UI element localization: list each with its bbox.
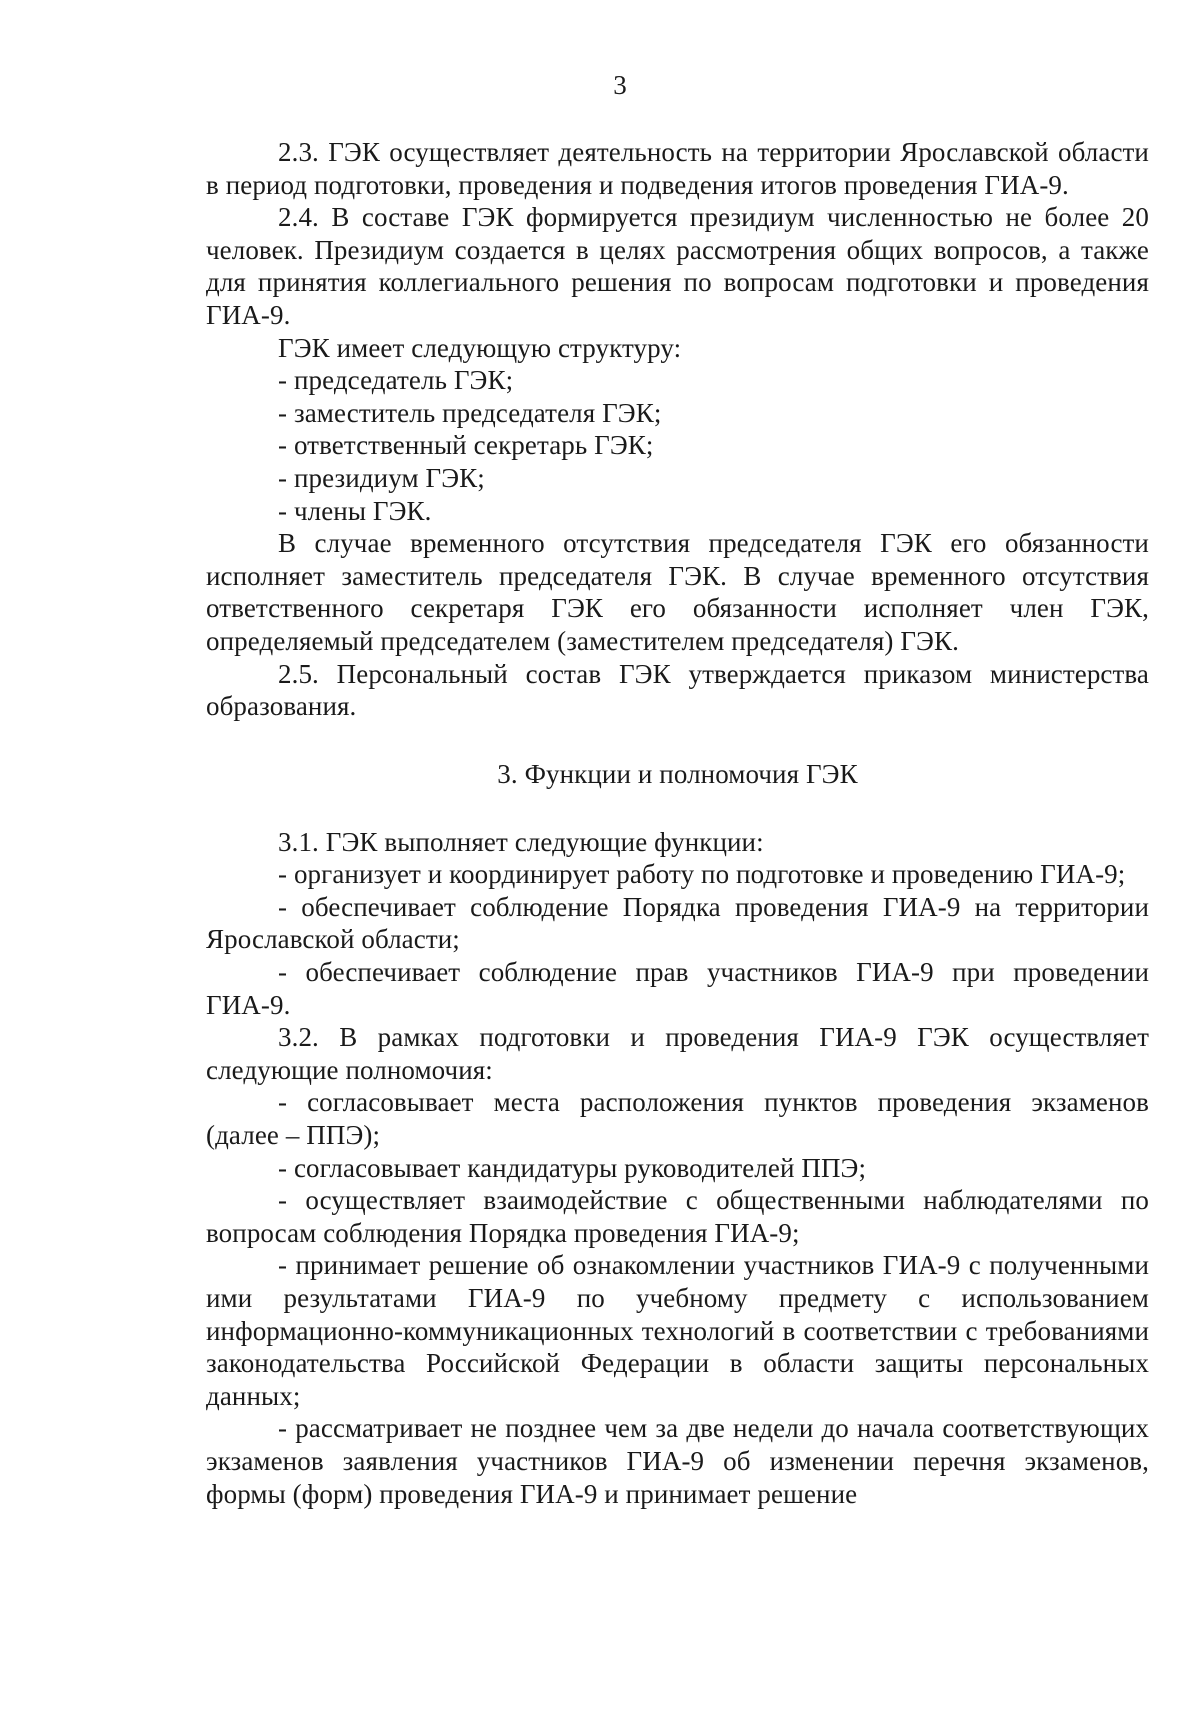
authority-item: - принимает решение об ознакомлении участников ГИА-9 с полученными ими результатами ГИА-9 по учебному предмету с использованием информационно-коммуникационных технологий в соответствии с требованиями законодательства Российской Федерации в области защиты персональных данных; — [206, 1250, 1149, 1411]
structure-item-members: - члены ГЭК. — [278, 495, 432, 526]
paragraph-2-4: 2.4. В составе ГЭК формируется президиум численностью не более 20 человек. Президиум создается в целях рассмотрения общих вопросов, а также для принятия коллегиального решения по вопросам подготовки и проведения ГИА-9. — [206, 202, 1149, 330]
section-3-heading: 3. Функции и полномочия ГЭК — [497, 758, 858, 789]
structure-intro: ГЭК имеет следующую структуру: — [278, 332, 682, 363]
structure-item-presidium: - президиум ГЭК; — [278, 462, 485, 493]
structure-item-secretary: - ответственный секретарь ГЭК; — [278, 430, 654, 461]
authority-item: - осуществляет взаимодействие с общественными наблюдателями по вопросам соблюдения Порядка проведения ГИА-9; — [206, 1185, 1149, 1248]
authority-item: - согласовывает места расположения пунктов проведения экзаменов (далее – ППЭ); — [206, 1087, 1149, 1151]
structure-item-deputy: - заместитель председателя ГЭК; — [278, 397, 662, 428]
paragraph-2-3: 2.3. ГЭК осуществляет деятельность на территории Ярославской области в период подготовки, проведения и подведения итогов проведения ГИА-9. — [206, 137, 1149, 200]
paragraph-3-2: 3.2. В рамках подготовки и проведения ГИА-9 ГЭК осуществляет следующие полномочия: — [206, 1022, 1149, 1085]
document-body — [206, 136, 1149, 1510]
structure-item-chair: - председатель ГЭК; — [278, 365, 514, 396]
paragraph-3-1: 3.1. ГЭК выполняет следующие функции: — [278, 826, 764, 857]
authority-item: - согласовывает кандидатуры руководителей ППЭ; — [278, 1152, 867, 1183]
paragraph-absence: В случае временного отсутствия председателя ГЭК его обязанности исполняет заместитель председателя ГЭК. В случае временного отсутствия ответственного секретаря ГЭК его обязанности исполняет член ГЭК, определяемый председателем (заместителем председателя) ГЭК. — [206, 528, 1149, 656]
function-item: - обеспечивает соблюдение прав участников ГИА-9 при проведении ГИА-9. — [206, 957, 1149, 1020]
page-number: 3 — [613, 70, 627, 100]
authority-item: - рассматривает не позднее чем за две недели до начала соответствующих экзаменов заявления участников ГИА-9 об изменении перечня экзаменов, формы (форм) проведения ГИА-9 и принимает решение — [206, 1413, 1149, 1509]
function-item: - обеспечивает соблюдение Порядка проведения ГИА-9 на территории Ярославской области; — [206, 891, 1149, 955]
paragraph-2-5: 2.5. Персональный состав ГЭК утверждается приказом министерства образования. — [206, 658, 1149, 722]
function-item: - организует и координирует работу по подготовке и проведению ГИА-9; — [278, 859, 1126, 890]
